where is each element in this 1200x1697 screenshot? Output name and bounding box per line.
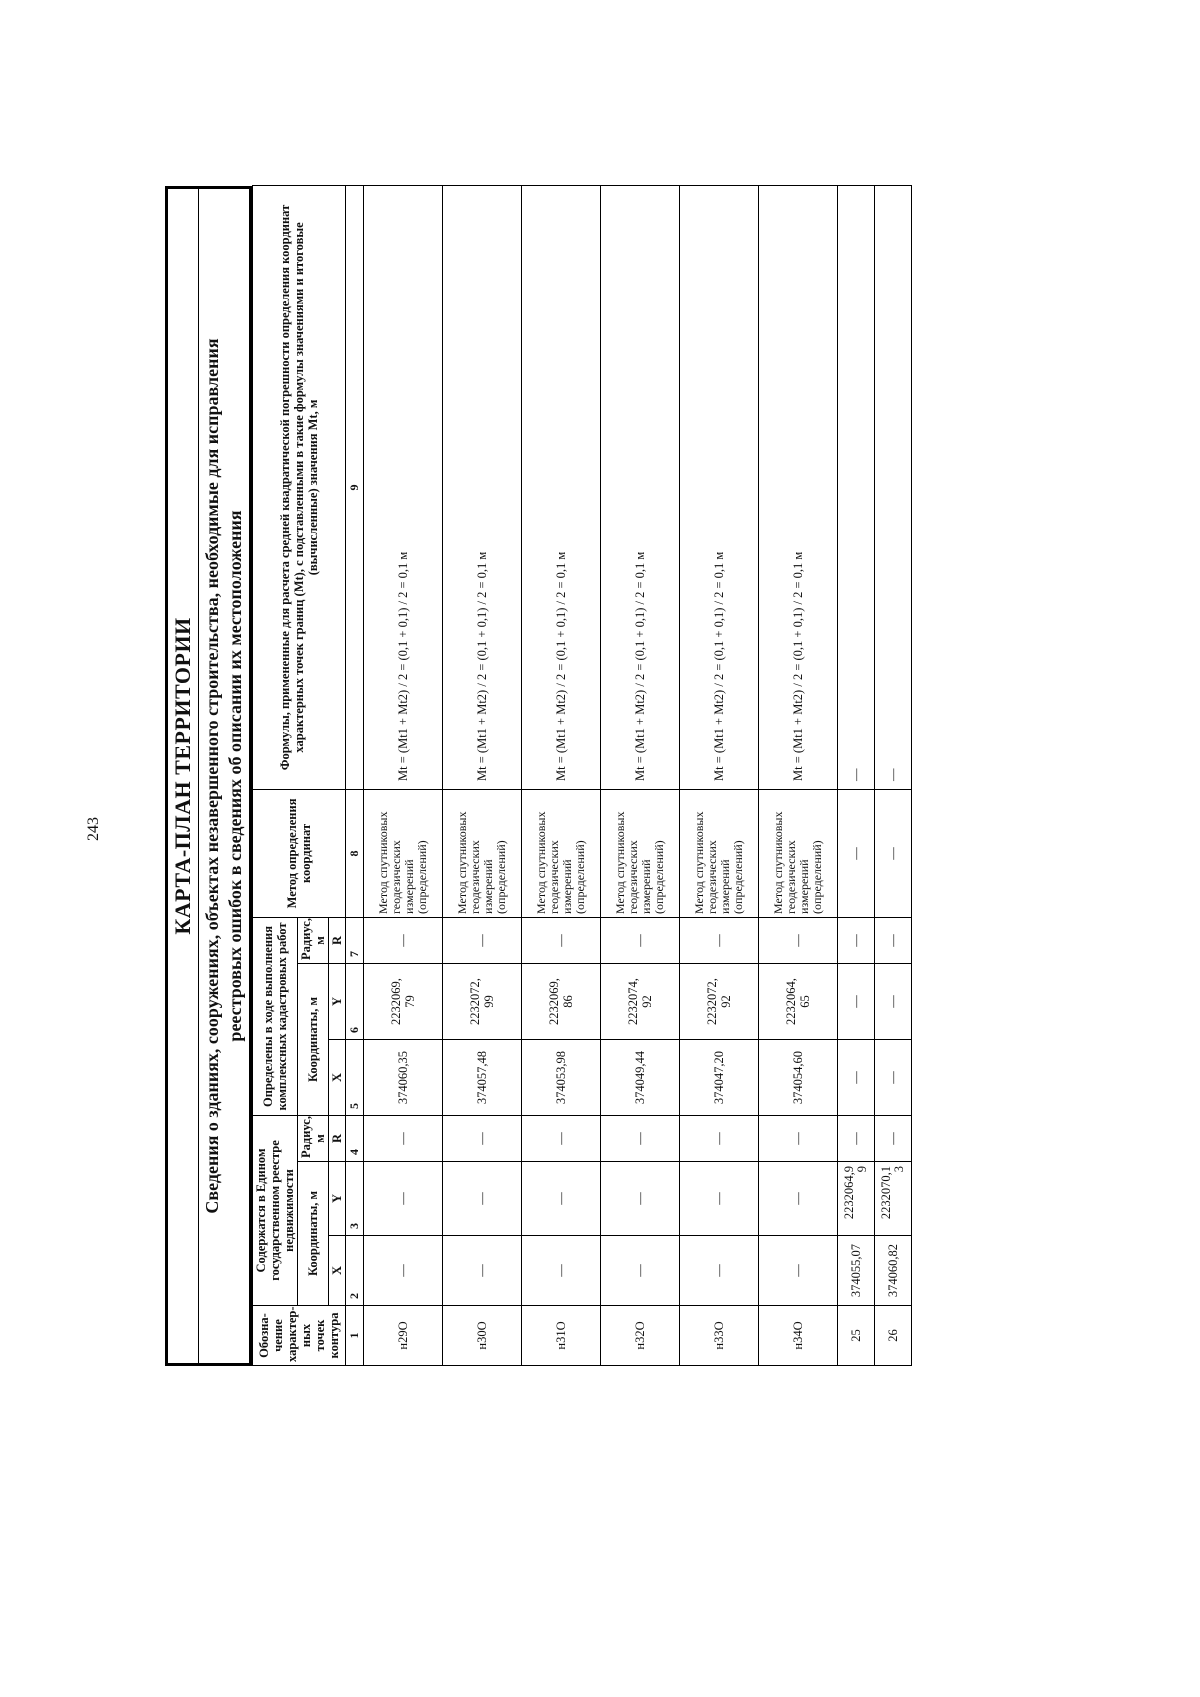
r-egrn-cell: — xyxy=(838,1116,875,1162)
header-r-egrn: R xyxy=(329,1116,346,1162)
method-cell: Метод спутниковых геодезических измерений (определений) xyxy=(601,789,680,917)
subtitle-line-2: реестровых ошибок в сведениях об описании их местоположения xyxy=(225,510,245,1042)
method-cell: Метод спутниковых геодезических измерений (определений) xyxy=(522,789,601,917)
column-number: 2 xyxy=(346,1236,364,1306)
header-egrn-group: Содержатся в Едином государственном реестре недвижимости xyxy=(253,1116,298,1306)
formula-cell: Mt = (Mt1 + Mt2) / 2 = (0,1 + 0,1) / 2 = 0,1 м xyxy=(522,185,601,789)
y-egrn-cell: — xyxy=(601,1162,680,1236)
x-new-cell: 374047,20 xyxy=(680,1040,759,1116)
r-egrn-cell: — xyxy=(364,1116,443,1162)
header-works-coords: Координаты, м xyxy=(298,964,329,1116)
x-egrn-cell: 374060,82 xyxy=(875,1236,912,1306)
header-formula: Формулы, примененные для расчета средней квадратической погрешности определения координат характерных точек границ (Mt), с подставленными в такие формулы значениями и итоговые (вычисленные) значения Mt, м xyxy=(253,185,346,789)
point-cell: н31О xyxy=(522,1306,601,1366)
table-row xyxy=(601,185,680,1365)
header-works-group: Определены в ходе выполнения комплексных кадастровых работ xyxy=(253,917,298,1115)
table-row xyxy=(838,185,875,1365)
x-new-cell: — xyxy=(875,1040,912,1116)
column-number: 1 xyxy=(346,1306,364,1366)
formula-cell: Mt = (Mt1 + Mt2) / 2 = (0,1 + 0,1) / 2 = 0,1 м xyxy=(759,185,838,789)
header-egrn-radius: Радиус, м xyxy=(298,1116,329,1162)
r-egrn-cell: — xyxy=(680,1116,759,1162)
x-egrn-cell: — xyxy=(759,1236,838,1306)
y-new-cell: 2232064, 65 xyxy=(759,964,838,1040)
r-egrn-cell: — xyxy=(875,1116,912,1162)
formula-cell: Mt = (Mt1 + Mt2) / 2 = (0,1 + 0,1) / 2 = 0,1 м xyxy=(364,185,443,789)
x-new-cell: 374049,44 xyxy=(601,1040,680,1116)
method-cell: Метод спутниковых геодезических измерений (определений) xyxy=(680,789,759,917)
r-egrn-cell: — xyxy=(443,1116,522,1162)
r-new-cell: — xyxy=(680,917,759,963)
y-egrn-cell: 2232070,1 3 xyxy=(875,1162,912,1236)
point-cell: н33О xyxy=(680,1306,759,1366)
document-subtitle xyxy=(199,189,249,1363)
header-r-new: R xyxy=(329,917,346,963)
table-row xyxy=(443,185,522,1365)
r-new-cell: — xyxy=(875,917,912,963)
header-x-new: X xyxy=(329,1040,346,1116)
column-number: 5 xyxy=(346,1040,364,1116)
column-number: 3 xyxy=(346,1162,364,1236)
x-egrn-cell: — xyxy=(364,1236,443,1306)
method-cell: — xyxy=(875,789,912,917)
r-egrn-cell: — xyxy=(601,1116,680,1162)
x-egrn-cell: — xyxy=(601,1236,680,1306)
rotated-sheet xyxy=(165,186,912,1366)
y-egrn-cell: — xyxy=(364,1162,443,1236)
r-new-cell: — xyxy=(601,917,680,963)
x-egrn-cell: — xyxy=(680,1236,759,1306)
point-cell: н32О xyxy=(601,1306,680,1366)
y-egrn-cell: 2232064,9 9 xyxy=(838,1162,875,1236)
table-row xyxy=(364,185,443,1365)
formula-cell: Mt = (Mt1 + Mt2) / 2 = (0,1 + 0,1) / 2 = 0,1 м xyxy=(443,185,522,789)
header-works-radius: Радиус, м xyxy=(298,917,329,963)
r-new-cell: — xyxy=(522,917,601,963)
method-cell: Метод спутниковых геодезических измерений (определений) xyxy=(443,789,522,917)
column-number-row xyxy=(346,185,364,1365)
r-new-cell: — xyxy=(759,917,838,963)
column-number: 4 xyxy=(346,1116,364,1162)
x-new-cell: 374060,35 xyxy=(364,1040,443,1116)
table-row xyxy=(522,185,601,1365)
point-cell: н30О xyxy=(443,1306,522,1366)
formula-cell: — xyxy=(838,185,875,789)
y-egrn-cell: — xyxy=(443,1162,522,1236)
y-new-cell: 2232072, 99 xyxy=(443,964,522,1040)
x-new-cell: 374053,98 xyxy=(522,1040,601,1116)
table-row xyxy=(875,185,912,1365)
header-designation: Обозна-чение характер-ных точек контура xyxy=(253,1306,346,1366)
subtitle-line-1: Сведения о зданиях, сооружениях, объектах незавершенного строительства, необходимые для исправления xyxy=(202,338,222,1214)
y-new-cell: — xyxy=(875,964,912,1040)
header-method: Метод определения координат xyxy=(253,789,346,917)
y-new-cell: — xyxy=(838,964,875,1040)
method-cell: Метод спутниковых геодезических измерений (определений) xyxy=(364,789,443,917)
point-cell: 26 xyxy=(875,1306,912,1366)
map-plan-frame xyxy=(165,186,252,1366)
header-y-new: Y xyxy=(329,964,346,1040)
r-new-cell: — xyxy=(838,917,875,963)
x-new-cell: 374057,48 xyxy=(443,1040,522,1116)
point-cell: н29О xyxy=(364,1306,443,1366)
formula-cell: — xyxy=(875,185,912,789)
header-y-egrn: Y xyxy=(329,1162,346,1236)
x-egrn-cell: — xyxy=(443,1236,522,1306)
y-egrn-cell: — xyxy=(522,1162,601,1236)
y-egrn-cell: — xyxy=(759,1162,838,1236)
table-row xyxy=(680,185,759,1365)
page-number: 243 xyxy=(85,817,102,841)
column-number: 9 xyxy=(346,185,364,789)
y-egrn-cell: — xyxy=(680,1162,759,1236)
formula-cell: Mt = (Mt1 + Mt2) / 2 = (0,1 + 0,1) / 2 = 0,1 м xyxy=(680,185,759,789)
y-new-cell: 2232069, 79 xyxy=(364,964,443,1040)
x-egrn-cell: — xyxy=(522,1236,601,1306)
y-new-cell: 2232069, 86 xyxy=(522,964,601,1040)
column-number: 7 xyxy=(346,917,364,963)
formula-cell: Mt = (Mt1 + Mt2) / 2 = (0,1 + 0,1) / 2 = 0,1 м xyxy=(601,185,680,789)
y-new-cell: 2232074, 92 xyxy=(601,964,680,1040)
r-new-cell: — xyxy=(364,917,443,963)
point-cell: н34О xyxy=(759,1306,838,1366)
x-egrn-cell: 374055,07 xyxy=(838,1236,875,1306)
document-title: КАРТА-ПЛАН ТЕРРИТОРИИ xyxy=(168,189,199,1363)
column-number: 6 xyxy=(346,964,364,1040)
y-new-cell: 2232072, 92 xyxy=(680,964,759,1040)
table-row xyxy=(759,185,838,1365)
r-egrn-cell: — xyxy=(522,1116,601,1162)
r-egrn-cell: — xyxy=(759,1116,838,1162)
method-cell: — xyxy=(838,789,875,917)
point-cell: 25 xyxy=(838,1306,875,1366)
method-cell: Метод спутниковых геодезических измерений (определений) xyxy=(759,789,838,917)
column-number: 8 xyxy=(346,789,364,917)
r-new-cell: — xyxy=(443,917,522,963)
x-new-cell: 374054,60 xyxy=(759,1040,838,1116)
coordinates-table xyxy=(252,185,912,1366)
header-egrn-coords: Координаты, м xyxy=(298,1162,329,1306)
header-x-egrn: X xyxy=(329,1236,346,1306)
x-new-cell: — xyxy=(838,1040,875,1116)
